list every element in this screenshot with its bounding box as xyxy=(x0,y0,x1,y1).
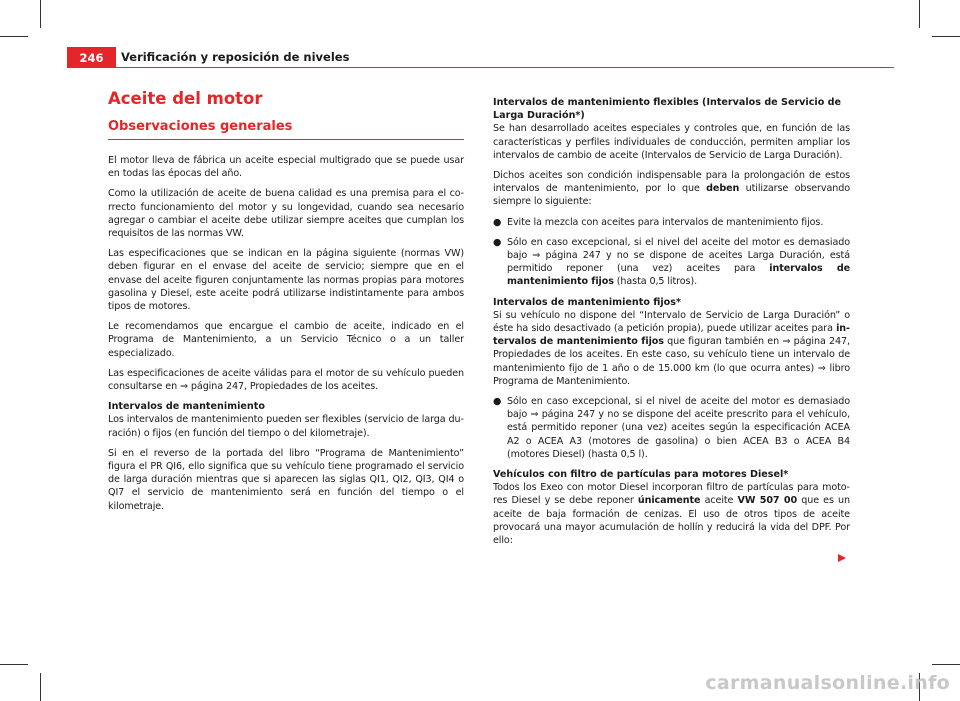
crop-mark xyxy=(0,36,28,37)
crop-mark xyxy=(40,673,41,701)
watermark: carmanualsonline.info xyxy=(705,672,950,694)
bullet-item xyxy=(493,395,850,461)
crop-mark xyxy=(40,0,41,28)
heading-diesel-filter: Vehículos con filtro de partículas para motores Diesel* xyxy=(493,469,789,481)
crop-mark xyxy=(932,664,960,665)
paragraph: El motor lleva de fábrica un aceite especial multigrado que se puede usar en todas las épocas del año. xyxy=(108,155,464,180)
page-number: 246 xyxy=(67,47,116,68)
paragraph: Dichos aceites son condición indispensable para la prolongación de estos intervalos de mantenimiento, por lo que deben utilizarse observando siempre lo siguiente: xyxy=(493,170,850,208)
right-column xyxy=(493,96,850,554)
crop-mark xyxy=(0,664,28,665)
paragraph: Como la utilización de aceite de buena calidad es una premisa para el correcto funcionamiento del motor y su longevidad, cuando sea necesario agregar o cambiar el aceite debe utilizar siempre aceites que cumplan los requisitos de las normas VW. xyxy=(108,188,464,240)
paragraph: Todos los Exeo con motor Diesel incorporan filtro de partículas para motores Diesel y se debe reponer únicamente aceite VW 507 00 que es un aceite de baja formación de cenizas. El uso de otros tipos de aceite provocará una mayor acumulación de hollín y reducirá la vida del DPF. Por ello: xyxy=(493,482,850,547)
subsection-title: Observaciones generales xyxy=(108,119,293,134)
heading-intervals: Intervalos de mantenimiento xyxy=(108,401,265,413)
bullet-icon: ● xyxy=(493,236,502,248)
paragraph: Se han desarrollado aceites especiales y controles que, en función de las características y perfiles individuales de conducción, permiten ampliar los intervalos de cambio de aceite (Intervalos de Servicio de Larga Duración). xyxy=(493,123,850,161)
bullet-icon: ● xyxy=(493,396,502,408)
paragraph: Las especificaciones que se indican en la página siguiente (normas VW) deben figurar en el envase del aceite de servicio; siempre que en el envase del aceite figuren conjuntamente las normas propias para motores gasolina y Diesel, este aceite podrá utilizarse indistintamente para ambos tipos de motores. xyxy=(108,248,464,313)
bullet-text: Sólo en caso excepcional, si el nivel del aceite del motor es demasiado bajo ⇒ página 247 y no se dispone de aceites Larga Duración, está permitido reponer (una vez) aceites para intervalos de mantenimiento fijos (hasta 0,5 litros). xyxy=(507,236,850,288)
paragraph: Los intervalos de mantenimiento pueden ser flexibles (servicio de larga duración) o fijos (en función del tiempo o del kilometraje). xyxy=(108,414,464,439)
paragraph: Si su vehículo no dispone del “Intervalo de Servicio de Larga Duración” o éste ha sido desactivado (a petición propia), puede utilizar aceites para intervalos de mantenimiento fijos que figuran también en ⇒ página 247, Propiedades de los aceites. En este caso, su vehículo tiene un intervalo de mantenimiento fijo de 1 año o de 15.000 km (lo que ocurra antes) ⇒ libro Programa de Mantenimiento. xyxy=(493,309,850,387)
left-column xyxy=(108,88,464,520)
section-title: Aceite del motor xyxy=(108,89,263,108)
paragraph: Las especificaciones de aceite válidas para el motor de su vehículo pueden consultarse en ⇒ página 247, Propiedades de los aceites. xyxy=(108,367,464,393)
crop-mark xyxy=(919,0,920,28)
header-rule xyxy=(67,67,894,68)
bullet-text: Evite la mezcla con aceites para intervalos de mantenimiento fijos. xyxy=(507,216,824,228)
paragraph: Le recomendamos que encargue el cambio de aceite, indicado en el Programa de Mantenimiento, a un Servicio Técnico o a un taller especializado. xyxy=(108,321,464,359)
heading-fixed-intervals: Intervalos de mantenimiento fijos* xyxy=(493,296,681,308)
crop-mark xyxy=(932,36,960,37)
bullet-icon: ● xyxy=(493,216,502,228)
bullet-item xyxy=(493,216,850,229)
bullet-text: Sólo en caso excepcional, si el nivel de aceite del motor es demasiado bajo ⇒ página 247 y no se dispone del aceite prescrito para el vehículo, está permitido reponer (una vez) aceites según la especificación ACEA A2 o ACEA A3 (motores de gasolina) o bien ACEA B3 o ACEA B4 (motores Diesel) (hasta 0,5 l). xyxy=(507,396,850,460)
subsection-rule xyxy=(108,139,464,140)
chapter-title: Verificación y reposición de niveles xyxy=(121,50,350,64)
continue-arrow-icon xyxy=(838,554,846,562)
heading-flexible-intervals: Intervalos de mantenimiento flexibles (Intervalos de Servicio de Larga Duración*) xyxy=(493,97,842,122)
paragraph: Si en el reverso de la portada del libro “Programa de Mantenimiento” figura el PR QI6, ello significa que su vehículo tiene programado el servicio de larga duración mientras que si aparecen las siglas QI1, QI2, QI3, QI4 o QI7 el servicio de mantenimiento será en función del tiempo o el kilometraje. xyxy=(108,447,464,512)
bullet-item xyxy=(493,236,850,289)
